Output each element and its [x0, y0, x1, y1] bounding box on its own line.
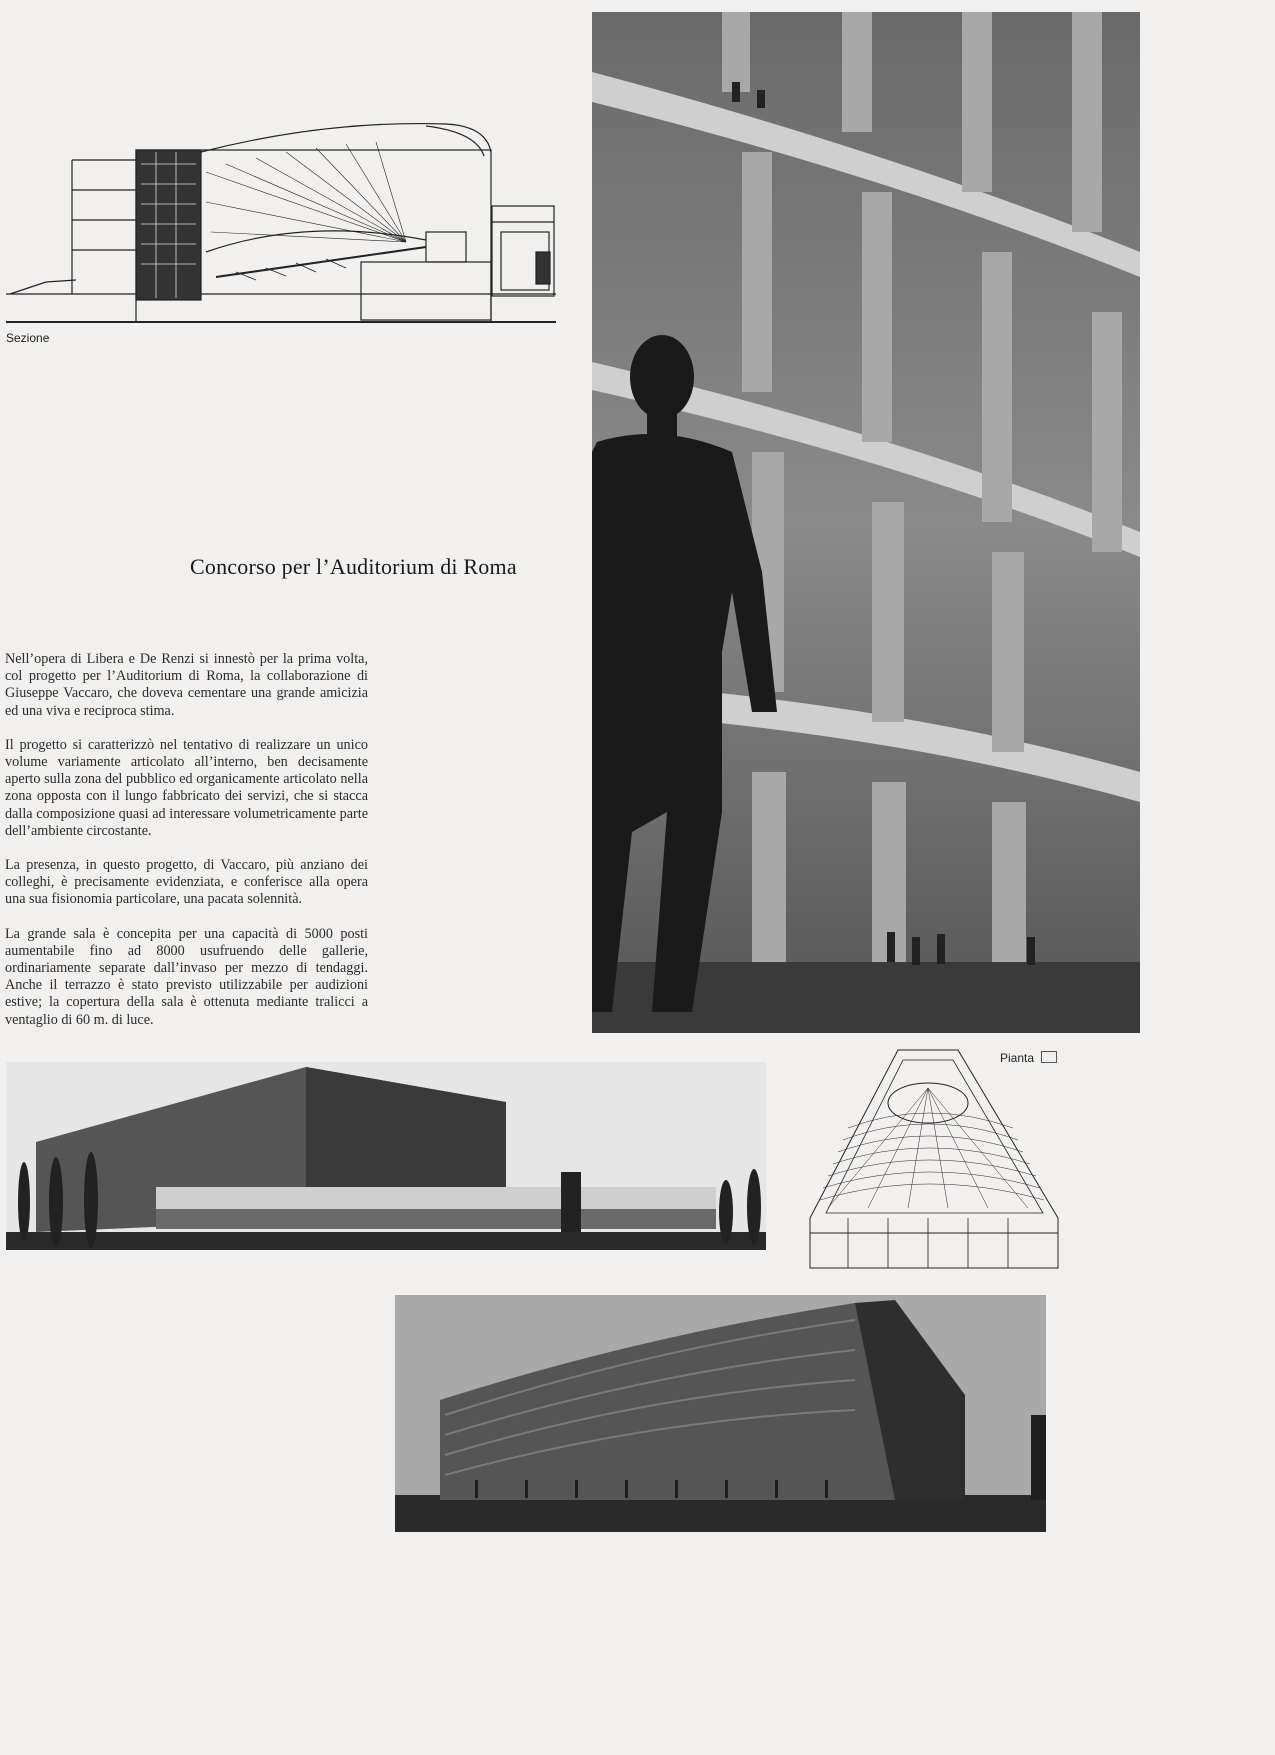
interior-statue-photo-svg [592, 12, 1140, 1033]
article-body [5, 651, 368, 1046]
plan-caption-label: Pianta [1000, 1051, 1035, 1065]
exterior-model-photo [6, 1062, 766, 1250]
interior-statue-photo [592, 12, 1140, 1033]
plan-scale-icon [1041, 1051, 1057, 1063]
section-drawing-svg [6, 112, 566, 327]
plan-drawing [808, 1048, 1064, 1270]
plan-drawing-svg [808, 1048, 1064, 1270]
exterior-building-photo [395, 1295, 1046, 1532]
section-caption: Sezione [6, 331, 50, 345]
exterior-building-photo-svg [395, 1295, 1046, 1532]
paragraph-3: La presenza, in questo progetto, di Vaccaro, più anziano dei colleghi, è precisamente evidenziata, e conferisce alla opera una sua fisionomia particolare, una pacata solennità. [5, 857, 368, 908]
plan-caption [1000, 1051, 1057, 1065]
paragraph-2: Il progetto si caratterizzò nel tentativo di realizzare un unico volume variamente articolato all’interno, ben decisamente aperto sulla zona del pubblico ed organicamente articolato nella zona opposta con il lungo fabbricato dei servizi, che si stacca dalla composizione quasi ad interessare volumetricamente parte dell’ambiente circostante. [5, 736, 368, 839]
section-drawing [6, 112, 566, 327]
paragraph-1: Nell’opera di Libera e De Renzi si innestò per la prima volta, col progetto per l’Auditorium di Roma, la collaborazione di Giuseppe Vaccaro, che doveva cementare una grande amicizia ed una viva e reciproca stima. [5, 651, 368, 719]
article-title: Concorso per l’Auditorium di Roma [190, 554, 517, 579]
exterior-model-photo-svg [6, 1062, 766, 1250]
paragraph-4: La grande sala è concepita per una capacità di 5000 posti aumentabile fino ad 8000 usufruendo delle gallerie, ordinariamente separate dall’invaso per mezzo di tendaggi. Anche il terrazzo è stato previsto utilizzabile per audizioni estive; la copertura della sala è ottenuta mediante tralicci a ventaglio di 60 m. di luce. [5, 925, 368, 1028]
